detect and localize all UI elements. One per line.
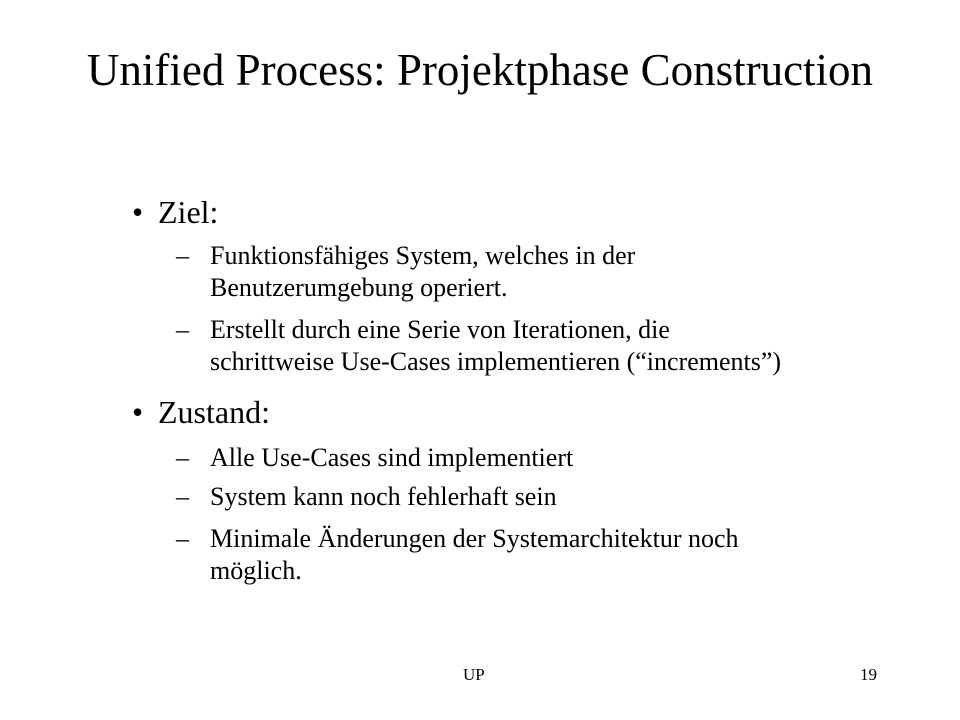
slide-title: Unified Process: Projektphase Construction	[86, 45, 874, 95]
bullet-ziel	[132, 192, 218, 232]
sub-item	[176, 442, 916, 474]
page-number: 19	[860, 665, 877, 684]
dash-symbol: –	[176, 524, 189, 553]
bullet-dot: •	[132, 394, 144, 430]
sub-item-text: Funktionsfähiges System, welches in der Benutzerumgebung operiert.	[210, 241, 636, 302]
bullet-heading: Ziel:	[158, 194, 219, 230]
bullet-dot: •	[132, 194, 144, 230]
sub-item	[176, 240, 916, 304]
bullet-heading: Zustand:	[158, 394, 270, 430]
sub-item-text: Alle Use-Cases sind implementiert	[210, 443, 574, 472]
dash-symbol: –	[176, 482, 189, 511]
dash-symbol: –	[176, 443, 189, 472]
dash-symbol: –	[176, 315, 189, 344]
dash-symbol: –	[176, 241, 189, 270]
bullet-zustand	[132, 392, 270, 432]
sub-item-text: Erstellt durch eine Serie von Iterationen, die schrittweise Use-Cases implementieren (“increments”)	[210, 315, 782, 376]
sub-item-text: Minimale Änderungen der Systemarchitektur noch möglich.	[210, 524, 739, 585]
sub-item	[176, 523, 916, 587]
sub-item-text: System kann noch fehlerhaft sein	[210, 482, 557, 511]
sub-item	[176, 481, 916, 513]
sub-item	[176, 314, 916, 378]
footer-label: UP	[463, 665, 485, 684]
